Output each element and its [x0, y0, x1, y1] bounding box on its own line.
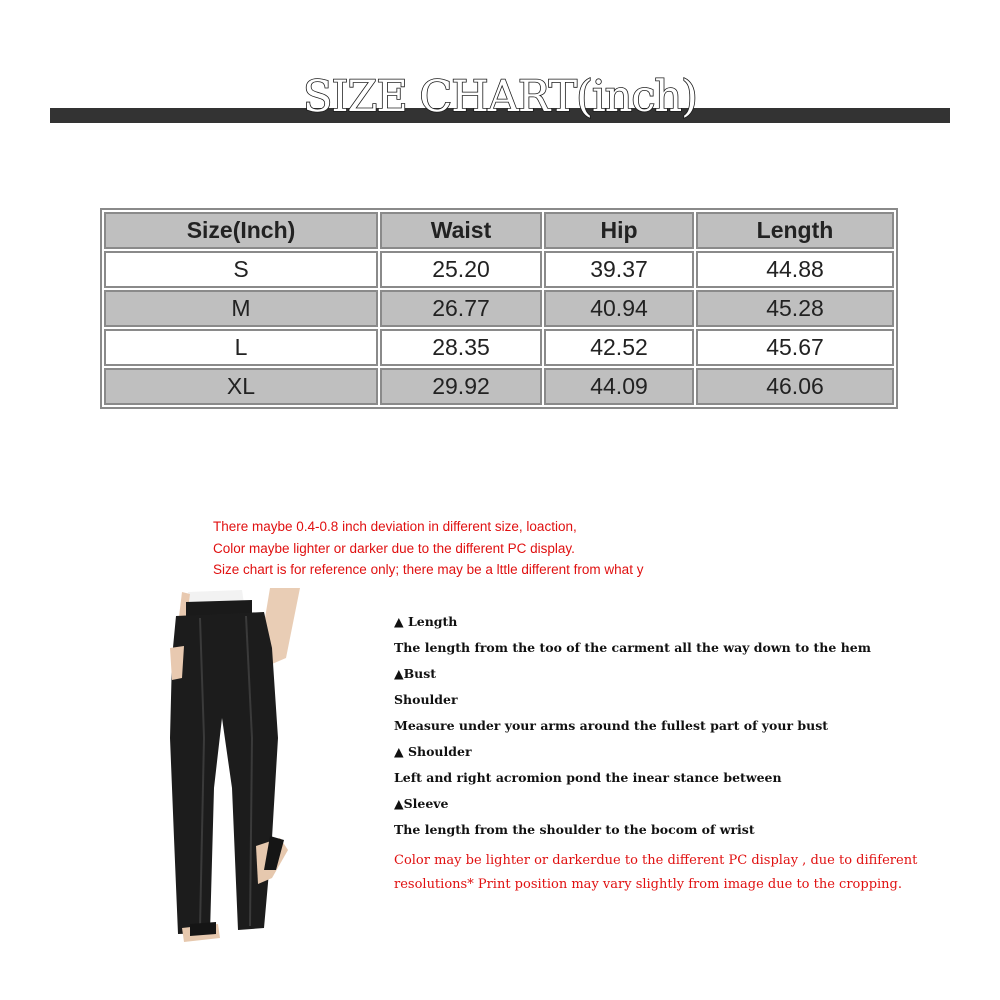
cell-waist: 29.92	[380, 368, 542, 405]
wide-leg-trousers-photo	[160, 588, 310, 948]
table-row	[104, 368, 894, 405]
table-row	[104, 329, 894, 366]
title-wrap	[0, 72, 1000, 122]
header-waist: Waist	[380, 212, 542, 249]
disclaimer-line: There maybe 0.4-0.8 inch deviation in different size, loaction,	[213, 519, 577, 534]
guide-text: Left and right acromion pond the inear stance between	[394, 770, 782, 785]
cell-size: L	[104, 329, 378, 366]
guide-text: Shoulder	[394, 692, 458, 707]
guide-heading-length: ▲ Length	[394, 614, 458, 629]
cell-hip: 40.94	[544, 290, 694, 327]
page-title: SIZE CHART(inch)	[303, 72, 697, 122]
disclaimer-line: Size chart is for reference only; there may be a lttle different from what y	[213, 562, 644, 577]
table-header-row	[104, 212, 894, 249]
guide-heading-sleeve: ▲Sleeve	[394, 796, 449, 811]
cell-hip: 44.09	[544, 368, 694, 405]
cell-hip: 42.52	[544, 329, 694, 366]
cell-length: 45.67	[696, 329, 894, 366]
cell-waist: 26.77	[380, 290, 542, 327]
guide-heading-bust: ▲Bust	[394, 666, 437, 681]
guide-text: The length from the too of the carment all the way down to the hem	[394, 640, 871, 655]
disclaimer-text	[213, 516, 696, 581]
cell-hip: 39.37	[544, 251, 694, 288]
cell-length: 45.28	[696, 290, 894, 327]
disclaimer-line: Color maybe lighter or darker due to the different PC display.	[213, 540, 575, 556]
cell-size: XL	[104, 368, 378, 405]
table-row	[104, 251, 894, 288]
header-length: Length	[696, 212, 894, 249]
cell-waist: 28.35	[380, 329, 542, 366]
color-note	[394, 849, 954, 897]
note-line: resolutions* Print position may vary slightly from image due to the cropping.	[394, 877, 903, 892]
header-hip: Hip	[544, 212, 694, 249]
table-row	[104, 290, 894, 327]
cell-size: S	[104, 251, 378, 288]
cell-size: M	[104, 290, 378, 327]
cell-waist: 25.20	[380, 251, 542, 288]
guide-text: The length from the shoulder to the bocom of wrist	[394, 822, 755, 837]
cell-length: 46.06	[696, 368, 894, 405]
cell-length: 44.88	[696, 251, 894, 288]
size-chart-table	[100, 208, 898, 409]
guide-heading-shoulder: ▲ Shoulder	[394, 744, 472, 759]
measurement-guide	[394, 612, 954, 846]
header-size: Size(Inch)	[104, 212, 378, 249]
note-line: Color may be lighter or darkerdue to the different PC display , due to dififerent	[394, 853, 918, 868]
guide-text: Measure under your arms around the fullest part of your bust	[394, 718, 829, 733]
